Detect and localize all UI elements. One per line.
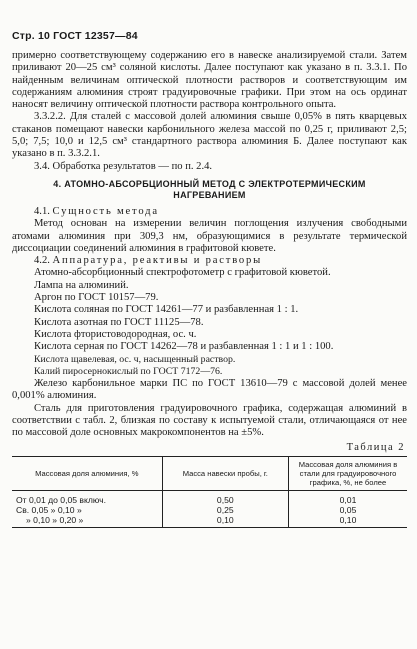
list-item: Аргон по ГОСТ 10157—79.: [34, 292, 159, 304]
cell-max: 0,05: [288, 505, 407, 515]
table-header-row: [12, 456, 407, 490]
subsection-4-2-title: Аппаратура, реактивы и растворы: [52, 255, 263, 267]
list-item: Атомно-абсорбционный спектрофотометр с графитовой кюветой.: [34, 267, 331, 279]
list-item: Калий пиросернокислый по ГОСТ 7172—76.: [34, 365, 223, 377]
cell-range: » 0,10 » 0,20 »: [12, 515, 162, 528]
cell-mass: 0,25: [162, 505, 288, 515]
document-body: [12, 50, 407, 528]
cell-range: Св. 0,05 » 0,10 »: [16, 504, 82, 515]
subsection-4-2-heading: [12, 255, 407, 267]
table-row: [12, 515, 407, 528]
subsection-4-2-number: 4.2.: [34, 255, 50, 267]
list-item: Кислота щавелевая, ос. ч, насыщенный раствор.: [34, 353, 236, 365]
list-item: Железо карбонильное марки ПС по ГОСТ 13610—79 с массовой долей менее 0,001% алюминия.: [12, 378, 407, 402]
paragraph-3-3-2-2: 3.3.2.2. Для сталей с массовой долей алюминия свыше 0,05% в пять кварцевых стаканов помещают навески карбонильного железа массой по 0,25 г, приливают 2,5; 5,0; 7,5; 10,0 и 12,5 см³ стандартного раствора алюминия Б. Далее поступают как указано в п. 3.3.2.1.: [12, 111, 407, 160]
list-item: Кислота азотная по ГОСТ 11125—78.: [34, 316, 204, 328]
subsection-4-1-heading: [12, 206, 407, 218]
table-2: [12, 456, 407, 528]
cell-max: 0,10: [288, 515, 407, 528]
column-header-sample-mass: Масса навески пробы, г.: [162, 456, 288, 490]
section-4-title-line-1: 4. АТОМНО-АБСОРБЦИОННЫЙ МЕТОД С ЭЛЕКТРОТЕРМИЧЕСКИМ: [53, 178, 366, 189]
table-row: [12, 505, 407, 515]
list-item: Лампа на алюминий.: [34, 279, 129, 291]
column-header-aluminium-fraction: Массовая доля алюминия, %: [12, 456, 162, 490]
page-header: Стр. 10 ГОСТ 12357—84: [12, 30, 138, 42]
cell-mass: 0,50: [162, 490, 288, 505]
cell-range: От 0,01 до 0,05 включ.: [16, 494, 106, 505]
list-item: Кислота фтористоводородная, ос. ч.: [34, 328, 197, 340]
section-4-title-line-2: НАГРЕВАНИЕМ: [173, 190, 246, 201]
list-item: Сталь для приготовления градуировочного графика, содержащая алюминий в соответствии с табл. 2, близкая по составу к испытуемой стали, отличающаяся от нее по массовой доле основных макрокомпонентов на ±5%.: [12, 402, 407, 439]
subsection-4-1-title: Сущность метода: [52, 205, 159, 217]
column-header-calibration-max: Массовая доля алюминия в стали для градуировочного графика, %, не более: [288, 456, 407, 490]
subsection-4-1-text: Метод основан на измерении величин поглощения излучения свободными атомами алюминия при 309,3 нм, образующимися в результате термической диссоциации соединений алюминия в графитовой кювете.: [12, 218, 407, 254]
cell-max: 0,01: [288, 490, 407, 505]
subsection-4-1-number: 4.1.: [34, 205, 50, 217]
paragraph-continuation: примерно соответствующему содержанию его в навеске анализируемой стали. Затем приливают 20—25 см³ соляной кислоты. Далее поступают как указано в п. 3.3.1. По найденным величинам оптической плотности растворов и соответствующим им содержаниям алюминия строят градуировочные графики. При этом на ось ординат наносят величину оптической плотности раствора контрольного опыта.: [12, 50, 407, 111]
list-item: Кислота серная по ГОСТ 14262—78 и разбавленная 1 : 1 и 1 : 100.: [34, 341, 334, 353]
table-row: [12, 490, 407, 505]
table-caption: Таблица 2: [346, 441, 405, 453]
list-item: Кислота соляная по ГОСТ 14261—77 и разбавленная 1 : 1.: [34, 304, 299, 316]
cell-mass: 0,10: [162, 515, 288, 528]
paragraph-3-4: 3.4. Обработка результатов — по п. 2.4.: [34, 160, 213, 172]
section-4-title: [12, 179, 407, 202]
